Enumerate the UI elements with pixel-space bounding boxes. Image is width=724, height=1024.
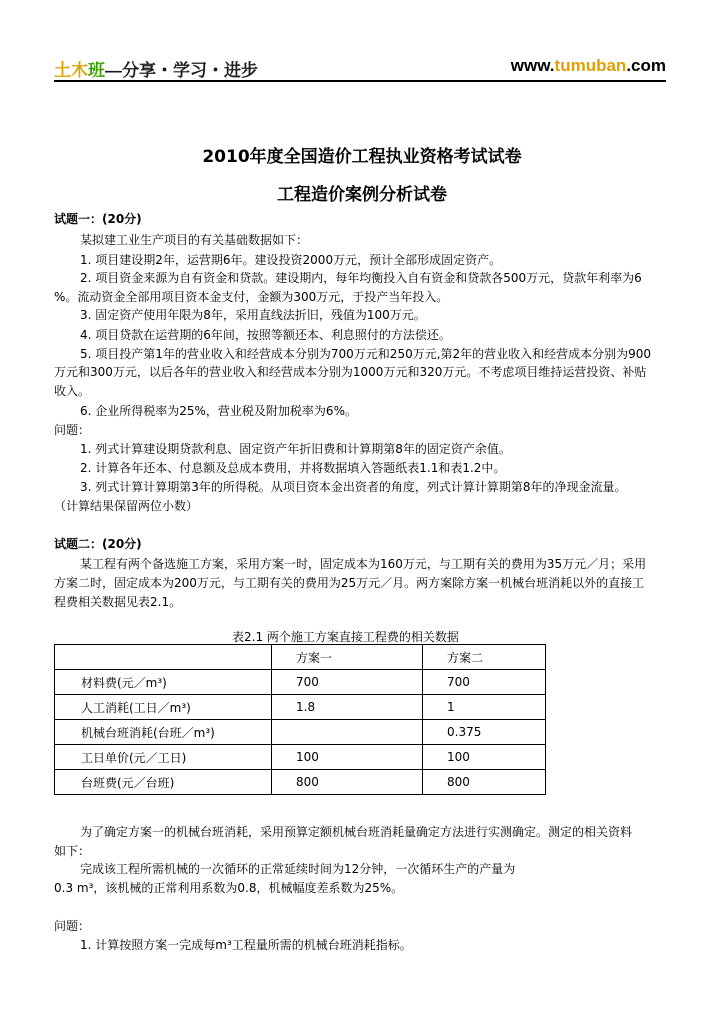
q2-para-2a: 为了确定方案一的机械台班消耗，采用预算定额机械台班消耗量确定方法进行实测确定。测定的相关资料 [80, 825, 633, 839]
table-row [55, 670, 546, 695]
q1-note: （计算结果保留两位小数） [54, 499, 199, 513]
table-header-cell: 方案一 [272, 645, 423, 670]
data-table [54, 644, 546, 795]
q1-heading: 试题一：(20分) [54, 212, 142, 226]
table-header-cell [55, 645, 272, 670]
table-row [55, 720, 546, 745]
q2-para-1a: 某工程有两个备选施工方案，采用方案一时，固定成本为160万元，与工期有关的费用为35万元／月；采用 [80, 557, 647, 571]
brand-part-2: 班 [88, 61, 105, 80]
q2-heading: 试题二：(20分) [54, 537, 142, 551]
q2-para-3a: 完成该工程所需机械的一次循环的正常延续时间为12分钟，一次循环生产的产量为 [80, 862, 516, 876]
table-cell: 台班费(元／台班) [55, 770, 272, 795]
table-cell [272, 720, 423, 745]
header-divider [54, 80, 666, 82]
q1-questions-label: 问题： [54, 423, 91, 437]
table-cell: 800 [423, 770, 546, 795]
table-cell: 0.375 [423, 720, 546, 745]
table-cell: 1.8 [272, 695, 423, 720]
table-cell: 材料费(元／m³) [55, 670, 272, 695]
site-highlight: tumuban [554, 56, 627, 75]
table-cell: 1 [423, 695, 546, 720]
table-cell: 700 [423, 670, 546, 695]
page-title: 2010年度全国造价工程执业资格考试试卷 [202, 147, 522, 167]
table-header-cell: 方案二 [423, 645, 546, 670]
q1-item-5a: 5. 项目投产第1年的营业收入和经营成本分别为700万元和250万元,第2年的营业收入和经营成本分别为900 [80, 347, 652, 361]
table-caption: 表2.1 两个施工方案直接工程费的相关数据 [232, 630, 459, 644]
table-row [55, 695, 546, 720]
q2-para-2b: 如下： [54, 844, 91, 858]
brand-part-1: 土木 [54, 61, 88, 80]
table-cell: 100 [272, 745, 423, 770]
table-header-row [55, 645, 546, 670]
brand-slogan [54, 56, 258, 81]
q2-para-1b: 方案二时，固定成本为200万元，与工期有关的费用为25万元／月。两方案除方案一机械台班消耗以外的直接工 [54, 576, 645, 590]
table-cell: 800 [272, 770, 423, 795]
table-row [55, 770, 546, 795]
q2-question-1: 1. 计算按照方案一完成每m³工程量所需的机械台班消耗指标。 [80, 938, 412, 952]
brand-part-3: —分享・学习・进步 [105, 61, 258, 80]
table-cell: 机械台班消耗(台班／m³) [55, 720, 272, 745]
site-url[interactable] [511, 56, 666, 76]
table-cell: 700 [272, 670, 423, 695]
page-header [54, 56, 666, 80]
q1-question-2: 2. 计算各年还本、付息额及总成本费用，并将数据填入答题纸表1.1和表1.2中。 [80, 461, 506, 475]
q1-item-3: 3. 固定资产使用年限为8年，采用直线法折旧，残值为100万元。 [80, 308, 426, 322]
table-cell: 人工消耗(工日／m³) [55, 695, 272, 720]
q1-item-5b: 万元和300万元，以后各年的营业收入和经营成本分别为1000万元和320万元。不考虑项目维持运营投资、补贴 [54, 365, 647, 379]
page-subtitle: 工程造价案例分析试卷 [277, 185, 447, 205]
q1-item-1: 1. 项目建设期2年，运营期6年。建设投资2000万元，预计全部形成固定资产。 [80, 253, 502, 267]
q1-item-6: 6. 企业所得税率为25%，营业税及附加税率为6%。 [80, 404, 357, 418]
q1-question-1: 1. 列式计算建设期贷款利息、固定资产年折旧费和计算期第8年的固定资产余值。 [80, 442, 511, 456]
q1-item-2a: 2. 项目资金来源为自有资金和贷款。建设期内，每年均衡投入自有资金和贷款各500万元，贷款年利率为6 [80, 271, 642, 285]
table-cell: 100 [423, 745, 546, 770]
q1-question-3: 3. 列式计算计算期第3年的所得税。从项目资本金出资者的角度，列式计算计算期第8年的净现金流量。 [80, 480, 627, 494]
q1-item-5c: 收入。 [54, 384, 91, 398]
q1-intro: 某拟建工业生产项目的有关基础数据如下： [80, 233, 309, 247]
q2-para-3b: 0.3 m³，该机械的正常利用系数为0.8，机械幅度差系数为25%。 [54, 881, 404, 895]
site-suffix: .com [626, 56, 666, 75]
q1-item-4: 4. 项目贷款在运营期的6年间，按照等额还本、利息照付的方法偿还。 [80, 328, 451, 342]
q1-item-2b: %。流动资金全部用项目资本金支付，金额为300万元，于投产当年投入。 [54, 290, 449, 304]
table-cell: 工日单价(元／工日) [55, 745, 272, 770]
site-prefix: www. [510, 56, 555, 75]
q2-questions-label: 问题： [54, 919, 91, 933]
table-row [55, 745, 546, 770]
q2-para-1c: 程费相关数据见表2.1。 [54, 595, 182, 609]
